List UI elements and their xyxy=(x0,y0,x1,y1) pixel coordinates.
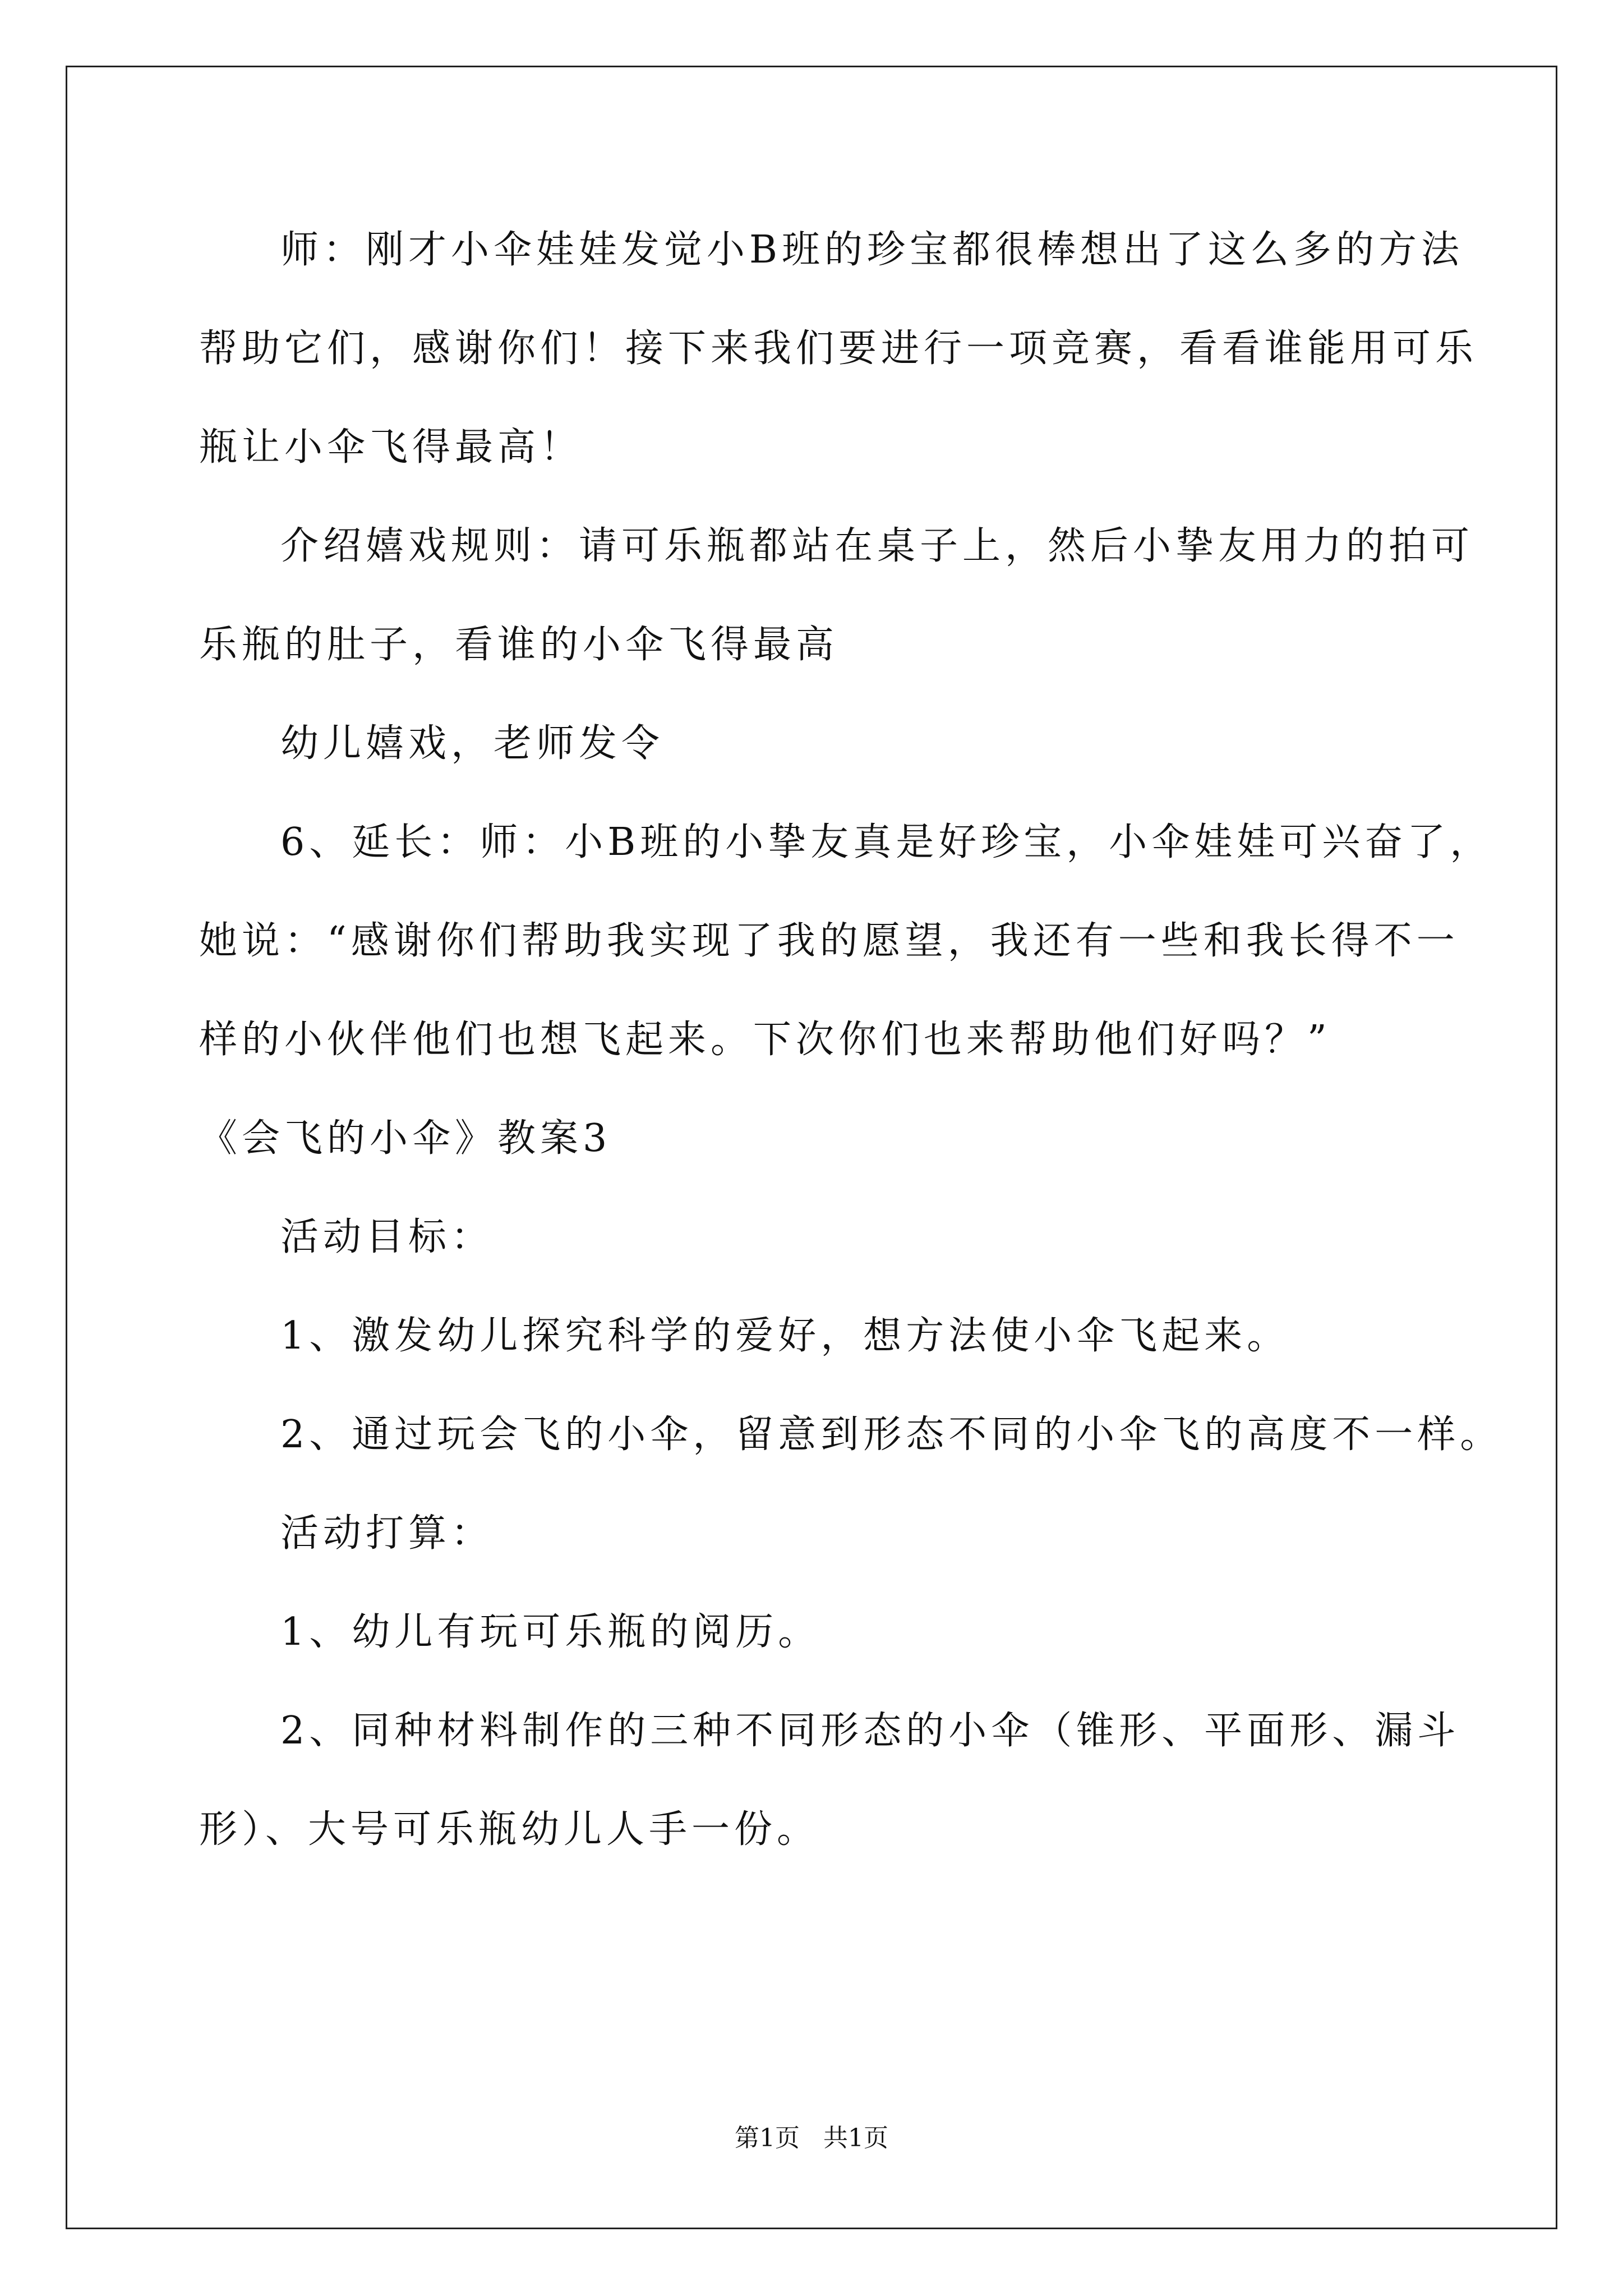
text-line-9: 样的小伙伴他们也想飞起来。下次你们也来帮助他们好吗？” xyxy=(199,1018,1331,1062)
text-line-3: 瓶让小伞飞得最高！ xyxy=(199,425,583,470)
text-line-15: 1、幼儿有玩可乐瓶的阅历。 xyxy=(280,1610,821,1654)
text-line-17: 形）、大号可乐瓶幼儿人手一份。 xyxy=(199,1807,820,1852)
section-heading: 《会飞的小伞》教案3 xyxy=(199,1116,612,1161)
text-line-6: 幼儿嬉戏，老师发令 xyxy=(280,721,665,766)
text-line-14: 活动打算： xyxy=(280,1511,494,1556)
text-line-7: 6、延长：师：小B班的小挚友真是好珍宝，小伞娃娃可兴奋了， xyxy=(280,820,1493,864)
text-line-5: 乐瓶的肚子，看谁的小伞飞得最高 xyxy=(199,623,839,667)
text-line-4: 介绍嬉戏规则：请可乐瓶都站在桌子上，然后小挚友用力的拍可 xyxy=(280,524,1474,568)
text-line-1: 师：刚才小伞娃娃发觉小B班的珍宝都很棒想出了这么多的方法 xyxy=(280,228,1464,272)
text-line-11: 活动目标： xyxy=(280,1215,494,1259)
text-line-13: 2、通过玩会飞的小伞，留意到形态不同的小伞飞的高度不一样。 xyxy=(280,1412,1503,1457)
text-line-12: 1、激发幼儿探究科学的爱好，想方法使小伞飞起来。 xyxy=(280,1314,1290,1358)
text-line-8: 她说：“感谢你们帮助我实现了我的愿望，我还有一些和我长得不一 xyxy=(199,919,1459,963)
text-line-16: 2、同种材料制作的三种不同形态的小伞（锥形、平面形、漏斗 xyxy=(280,1709,1460,1753)
text-line-2: 帮助它们，感谢你们！接下来我们要进行一项竞赛，看看谁能用可乐 xyxy=(199,326,1478,371)
page-number-footer: 第1页 共1页 xyxy=(735,2124,888,2152)
